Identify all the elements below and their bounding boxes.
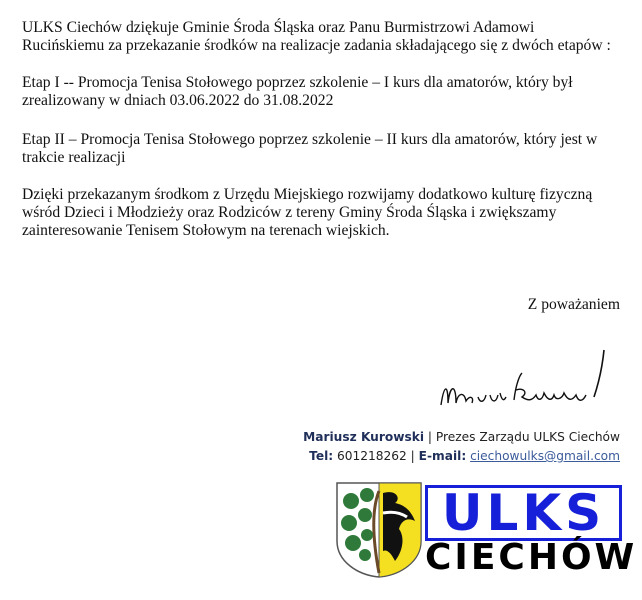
paragraph-intro <box>22 19 611 55</box>
text-line: Etap I -- Promocja Tenisa Stołowego poprzez szkolenie – I kurs dla amatorów, który był <box>22 74 573 91</box>
tel-label: Tel: <box>309 449 334 463</box>
footer-contact-line <box>309 449 620 463</box>
separator: | <box>424 430 436 444</box>
email-link[interactable]: ciechowulks@gmail.com <box>470 449 620 463</box>
logo-ulks: ULKS <box>425 485 622 541</box>
text-line: zrealizowany w dniach 03.06.2022 do 31.08.2022 <box>22 92 334 109</box>
text-line: Etap II – Promocja Tenisa Stołowego poprzez szkolenie – II kurs dla amatorów, który jest w <box>22 131 598 148</box>
closing: Z poważaniem <box>527 296 620 313</box>
paragraph-stage-2 <box>22 131 597 167</box>
handwritten-signature <box>436 345 616 415</box>
footer-name-line <box>303 430 620 444</box>
footer-name: Mariusz Kurowski <box>303 430 425 444</box>
email-label: E-mail: <box>418 449 467 463</box>
logo-ciechow: CIECHÓW <box>425 537 638 578</box>
paragraph-stage-1 <box>22 74 573 110</box>
text-line: Dzięki przekazanym środkom z Urzędu Miejskiego rozwijamy dodatkowo kulturę fizyczną <box>22 186 593 203</box>
coat-of-arms-icon <box>335 481 423 579</box>
text-line: zainteresowanie Tenisem Stołowym na terenach wiejskich. <box>22 222 390 239</box>
tel-value: 601218262 <box>333 449 407 463</box>
text-line: wśród Dzieci i Młodzieży oraz Rodziców z tereny Gminy Środa Śląska i zwiększamy <box>22 204 557 221</box>
separator: | <box>406 449 419 463</box>
paragraph-thanks <box>22 186 592 240</box>
footer-role: Prezes Zarządu ULKS Ciechów <box>435 430 620 444</box>
text-line: trakcie realizacji <box>22 149 126 166</box>
text-line: ULKS Ciechów dziękuje Gminie Środa Śląska oraz Panu Burmistrzowi Adamowi <box>22 19 535 36</box>
text-line: Rucińskiemu za przekazanie środków na realizacje zadania składającego się z dwóch etapów : <box>22 37 611 54</box>
